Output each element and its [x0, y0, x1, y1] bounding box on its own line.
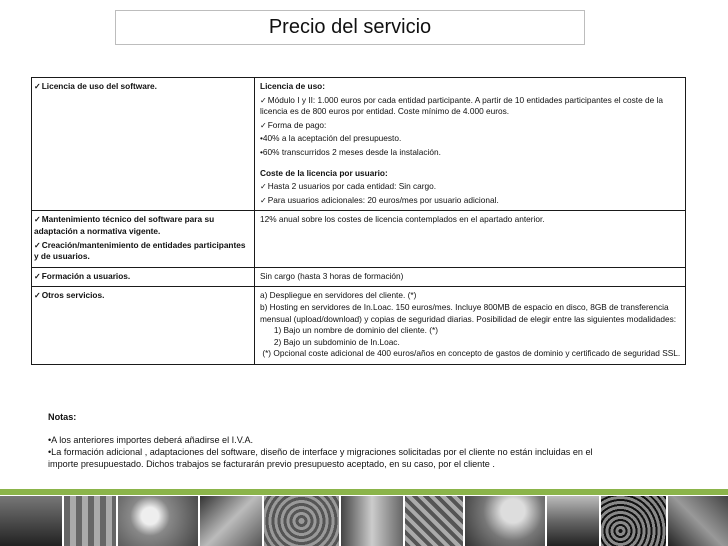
list-item: 1) Bajo un nombre de dominio del cliente. (*) [260, 325, 439, 336]
list-item: b) Hosting en servidores de In.Loac. 150 euros/mes. Incluye 800MB de espacio en disco, 8GB de transferencia mensual (upload/download) y copias de seguridad diarias. Posibilidad de elegir entre las siguientes modalidades: [260, 301, 677, 324]
row-value: Sin cargo (hasta 3 horas de formación) [260, 270, 404, 281]
photo-strip-banner [0, 496, 728, 546]
row-value-cell [255, 78, 686, 211]
note-item: •La formación adicional , adaptaciones del software, diseño de interface y migraciones solicitadas por el cliente no están incluidas en el importe presupuestado. Dichos trabajos se facturarán previo presupuesto aceptado, en su caso, por el cliente . [48, 446, 593, 469]
dots-photo [601, 496, 666, 546]
checkmark-icon: ✓ [260, 95, 267, 105]
texture-photo [264, 496, 339, 546]
checkmark-icon: ✓ [34, 240, 41, 250]
row-label-cell [32, 267, 255, 287]
list-item: Hasta 2 usuarios por cada entidad: Sin cargo. [267, 181, 437, 192]
plant-photo [668, 496, 728, 546]
row-value-cell [255, 267, 686, 287]
staircase-photo [64, 496, 116, 546]
page-title: Precio del servicio [115, 10, 585, 45]
row-label: Licencia de uso del software. [41, 81, 157, 91]
list-item: Para usuarios adicionales: 20 euros/mes por usuario adicional. [267, 194, 499, 205]
pattern-photo [405, 496, 463, 546]
list-item: 2) Bajo un subdominio de In.Loac. [260, 336, 400, 347]
table-row [32, 287, 686, 365]
abstract-photo [341, 496, 403, 546]
green-accent-bar [0, 489, 728, 495]
notes-section [48, 412, 608, 471]
checkmark-icon: ✓ [34, 271, 41, 281]
building-photo [0, 496, 62, 546]
facade-photo [547, 496, 599, 546]
checkmark-icon: ✓ [34, 291, 41, 301]
list-item: Módulo I y II: 1.000 euros por cada entidad participante. A partir de 10 entidades participantes el coste de la licencia es de 800 euros por entidad. Coste mínimo de 4.000 euros. [260, 94, 663, 117]
row-label-cell [32, 211, 255, 267]
list-item: •40% a la aceptación del presupuesto. [260, 133, 402, 144]
checkmark-icon: ✓ [260, 120, 267, 130]
checkmark-icon: ✓ [34, 82, 41, 91]
row-label: Creación/mantenimiento de entidades participantes y de usuarios. [34, 239, 246, 262]
row-label-cell [32, 78, 255, 211]
section-heading: Coste de la licencia por usuario: [260, 167, 388, 178]
row-value-cell [255, 211, 686, 267]
row-value-cell [255, 287, 686, 365]
checkmark-icon: ✓ [260, 195, 267, 205]
list-item: a) Despliegue en servidores del cliente. (*) [260, 290, 417, 301]
checkmark-icon: ✓ [34, 215, 41, 225]
table-row [32, 267, 686, 287]
list-item: (*) Opcional coste adicional de 400 euros/años en concepto de gastos de dominio y certificado de seguridad SSL. [260, 348, 681, 359]
list-item: •60% transcurridos 2 meses desde la instalación. [260, 146, 441, 157]
notes-title: Notas: [48, 412, 77, 422]
section-heading: Licencia de uso: [260, 81, 326, 91]
checkmark-icon: ✓ [260, 182, 267, 192]
row-label: Formación a usuarios. [41, 270, 131, 281]
row-label-cell [32, 287, 255, 365]
glass-object-photo [118, 496, 198, 546]
row-label: Otros servicios. [41, 290, 105, 301]
list-item: Forma de pago: [267, 119, 327, 130]
table-row [32, 78, 686, 211]
note-item: •A los anteriores importes deberá añadirse el I.V.A. [48, 434, 254, 445]
pricing-table [31, 77, 686, 365]
table-row [32, 211, 686, 267]
row-value: 12% anual sobre los costes de licencia contemplados en el apartado anterior. [260, 214, 545, 225]
row-label: Mantenimiento técnico del software para su adaptación a normativa vigente. [34, 214, 215, 236]
structure-photo [465, 496, 545, 546]
architecture-photo [200, 496, 262, 546]
